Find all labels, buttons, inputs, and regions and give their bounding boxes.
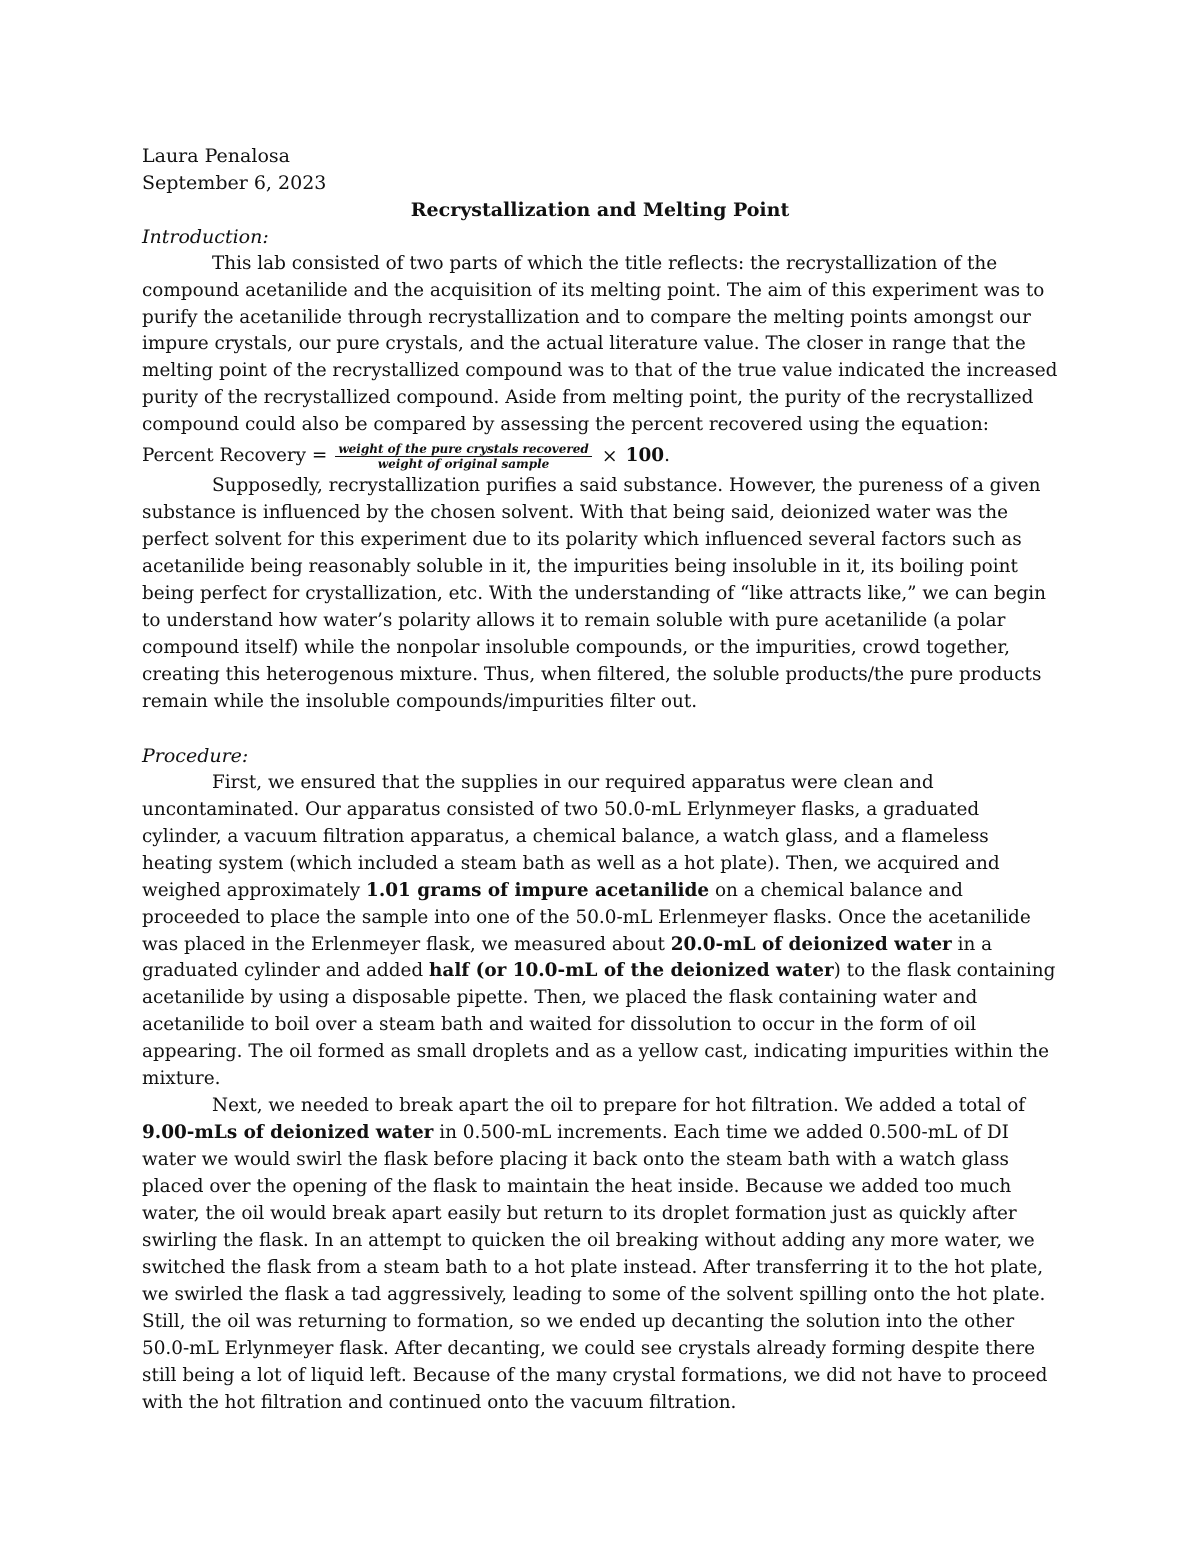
author-name: Laura Penalosa (142, 145, 290, 167)
introduction-paragraph-1: This lab consisted of two parts of which the title reflects: the recrystallization of the compound acetanilide and the acquisition of its melting point. The aim of this experiment was to purify the acetanilide through recrystallization and to compare the melting points amongst our impure crystals, our pure crystals, and the actual literature value. The closer in range that the melting point of the recrystallized compound was to that of the true value indicated the increased purity of the recrystallized compound. Aside from melting point, the purity of the recrystallized compound could also be compared by assessing the percent recovered using the equation: (142, 252, 1058, 436)
procedure-p1-text-a: First, we ensured that the supplies in our required apparatus were clean and uncontaminated. Our apparatus consisted of two 50.0-mL Erlynmeyer flasks, a graduated cylinder, a vacuum filtration apparatus, a chemical balance, a watch glass, and a flameless heating system (which included a steam bath as well as a hot plate). Then, we acquired and weighed approximately (142, 771, 1000, 901)
equation-label: Percent Recovery = (142, 445, 328, 467)
introduction-heading: Introduction: (142, 225, 269, 248)
equation-times-symbol: × (601, 445, 618, 468)
procedure-p1-bold-half: half (or 10.0-mL of the deionized water (429, 960, 834, 982)
introduction-paragraph-2: Supposedly, recrystallization purifies a said substance. However, the pureness of a given substance is influenced by the chosen solvent. With that being said, deionized water was the perfect solvent for this experiment due to its polarity which influenced several factors such as acetanilide being reasonably soluble in it, the impurities being insoluble in it, its boiling point being perfect for crystallization, etc. With the understanding of “like attracts like,” we can begin to understand how water’s polarity allows it to remain soluble with pure acetanilide (a polar compound itself) while the nonpolar insoluble compounds, or the impurities, crowd together, creating this heterogenous mixture. Thus, when filtered, the soluble products/the pure products remain while the insoluble compounds/impurities filter out. (142, 475, 1047, 712)
procedure-p1-bold-water: 20.0-mL of deionized water (670, 933, 952, 955)
equation-fraction (335, 442, 591, 471)
procedure-p2-text-a: Next, we needed to break apart the oil to prepare for hot filtration. We added a total of (212, 1095, 1026, 1117)
equation-factor: 100 (625, 445, 665, 467)
document-date: September 6, 2023 (142, 171, 327, 194)
procedure-p2-text-c: in 0.500-mL increments. Each time we added 0.500-mL of DI water we would swirl the flask before placing it back onto the steam bath with a watch glass placed over the opening of the flask to maintain the heat inside. Because we added too much water, the oil would break apart easily but return to its droplet formation just as quickly after swirling the flask. In an attempt to quicken the oil breaking without adding any more water, we switched the flask from a steam bath to a hot plate instead. After transferring it to the hot plate, we swirled the flask a tad aggressively, leading to some of the solvent spilling onto the hot plate. Still, the oil was returning to formation, so we ended up decanting the solution into the other 50.0-mL Erlynmeyer flask. After decanting, we could see crystals already forming despite there still being a lot of liquid left. Because of the many crystal formations, we did not have to proceed with the hot filtration and continued onto the vacuum filtration. (142, 1122, 1048, 1413)
procedure-heading: Procedure: (142, 744, 249, 767)
procedure-p1-text-c: on a chemical balance and proceeded to place the sample into one of the 50.0-mL Erlenmeyer flasks. Once the acetanilide was placed in the Erlenmeyer flask, we measured about (142, 879, 1031, 955)
document-title: Recrystallization and Melting Point (410, 198, 790, 221)
equation-denominator: weight of original sample (377, 456, 550, 471)
section-spacer (142, 716, 1058, 743)
procedure-p1-text-e: ) to the flask containing acetanilide by using a disposable pipette. Then, we placed the flask containing water and acetanilide to boil over a steam bath and waited for dissolution to occur in the form of oil appearing. The oil formed as small droplets and as a yellow cast, indicating impurities within the mixture. (142, 960, 1056, 1090)
procedure-p1-text-d: in a graduated cylinder and added (142, 933, 993, 982)
percent-recovery-equation (142, 439, 1058, 473)
procedure-paragraph-2 (142, 1093, 1058, 1416)
equation-numerator: weight of the pure crystals recovered (335, 442, 591, 457)
procedure-p1-bold-acetanilide: 1.01 grams of impure acetanilide (366, 879, 710, 901)
equation-period: . (664, 445, 670, 467)
procedure-p2-bold-water: 9.00-mLs of deionized water (142, 1122, 434, 1144)
procedure-paragraph-1 (142, 770, 1058, 1093)
